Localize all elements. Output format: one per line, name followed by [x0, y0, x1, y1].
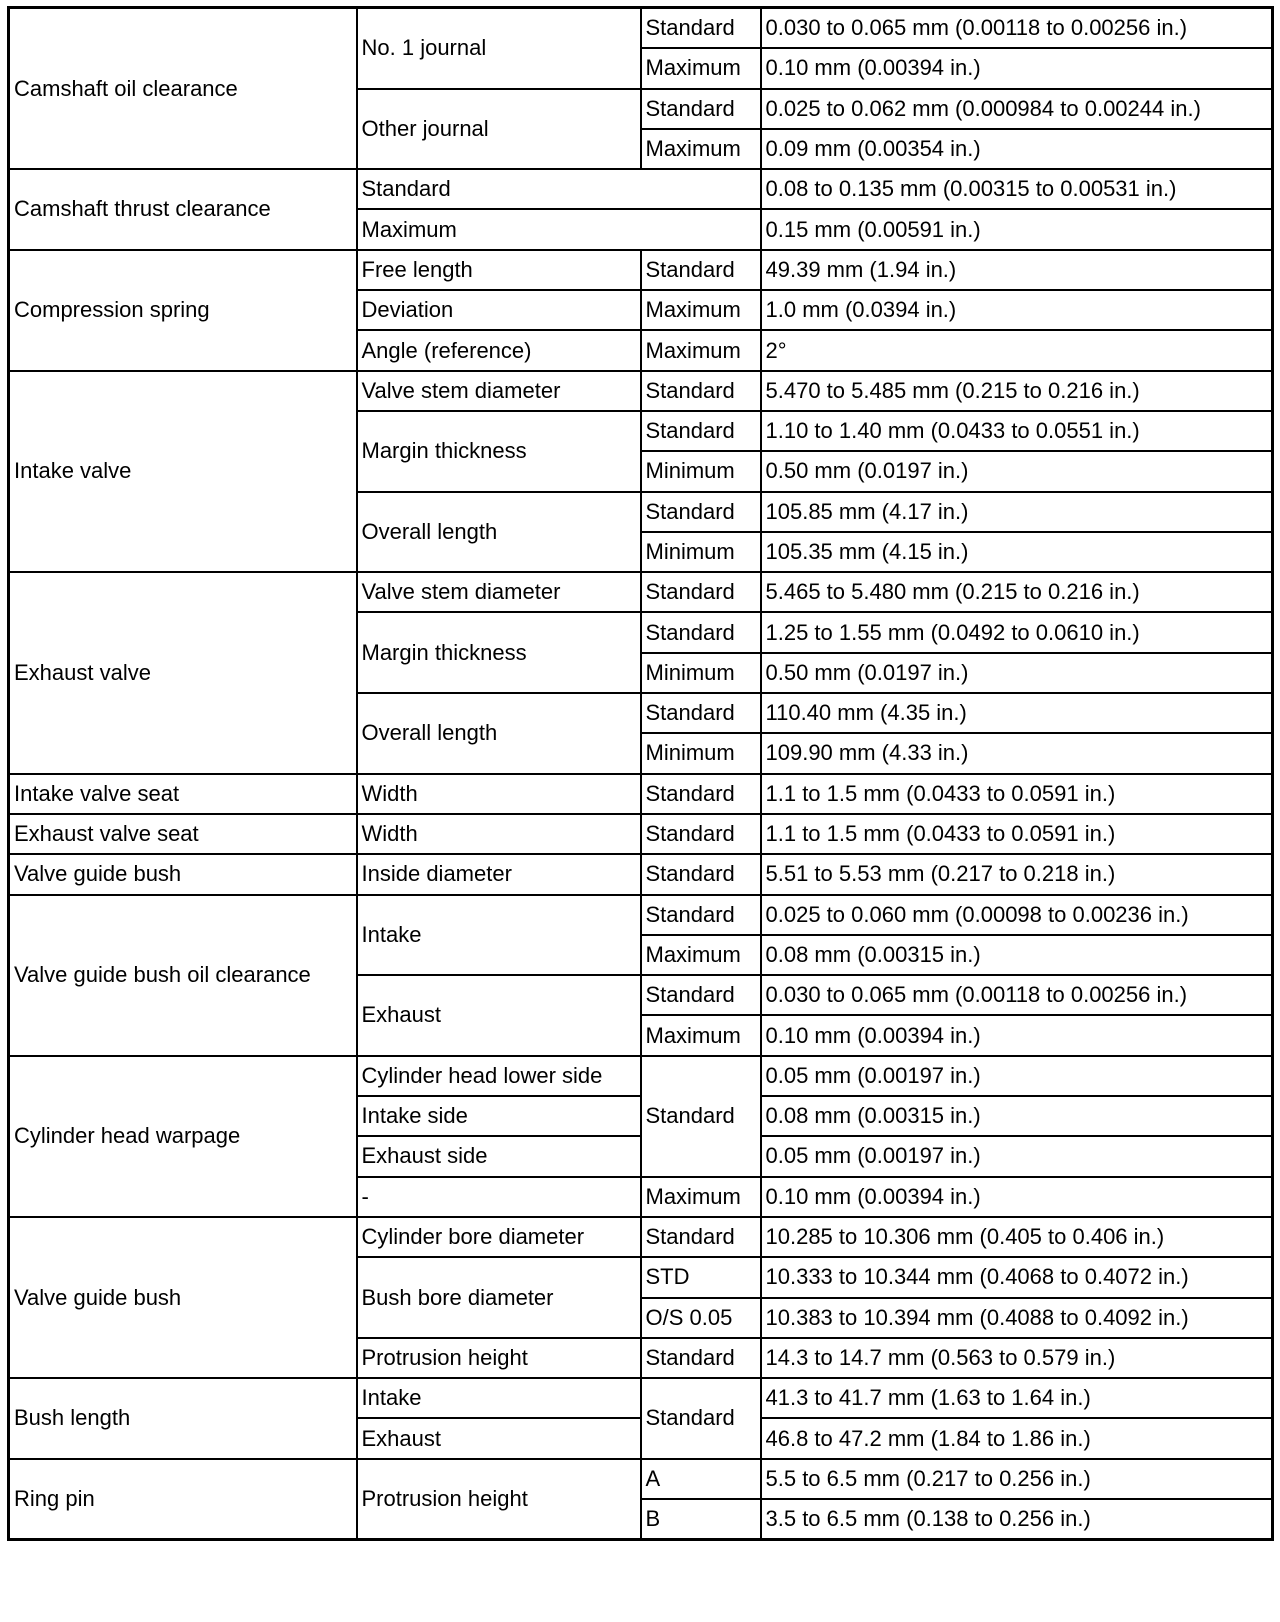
value-cell: 0.50 mm (0.0197 in.): [761, 451, 1273, 491]
value-cell: 0.15 mm (0.00591 in.): [761, 209, 1273, 249]
value-cell: 10.333 to 10.344 mm (0.4068 to 0.4072 in.): [761, 1257, 1273, 1297]
condition-cell: Standard: [641, 1217, 761, 1257]
condition-cell: Maximum: [641, 48, 761, 88]
condition-cell: O/S 0.05: [641, 1298, 761, 1338]
value-cell: 1.25 to 1.55 mm (0.0492 to 0.0610 in.): [761, 612, 1273, 652]
condition-cell: Standard: [641, 693, 761, 733]
condition-cell: B: [641, 1499, 761, 1540]
condition-cell: Maximum: [641, 129, 761, 169]
value-cell: 0.025 to 0.062 mm (0.000984 to 0.00244 in.): [761, 89, 1273, 129]
item-cell: Intake valve: [9, 371, 357, 572]
value-cell: 0.50 mm (0.0197 in.): [761, 653, 1273, 693]
condition-cell: Standard: [641, 1056, 761, 1177]
value-cell: 41.3 to 41.7 mm (1.63 to 1.64 in.): [761, 1378, 1273, 1418]
subitem-cell: Deviation: [357, 290, 641, 330]
value-cell: 5.465 to 5.480 mm (0.215 to 0.216 in.): [761, 572, 1273, 612]
value-cell: 0.05 mm (0.00197 in.): [761, 1136, 1273, 1176]
condition-cell: Standard: [641, 492, 761, 532]
subitem-cell: Valve stem diameter: [357, 572, 641, 612]
condition-cell: Maximum: [641, 290, 761, 330]
item-cell: Bush length: [9, 1378, 357, 1459]
item-cell: Exhaust valve: [9, 572, 357, 773]
value-cell: 1.1 to 1.5 mm (0.0433 to 0.0591 in.): [761, 814, 1273, 854]
value-cell: 1.1 to 1.5 mm (0.0433 to 0.0591 in.): [761, 774, 1273, 814]
condition-cell: Standard: [641, 975, 761, 1015]
condition-cell: Minimum: [641, 451, 761, 491]
spec-table: [7, 6, 1274, 1541]
condition-cell: Maximum: [641, 935, 761, 975]
subitem-cell: Margin thickness: [357, 612, 641, 693]
subitem-cell: Standard: [357, 169, 761, 209]
value-cell: 1.0 mm (0.0394 in.): [761, 290, 1273, 330]
condition-cell: Standard: [641, 854, 761, 894]
subitem-cell: Free length: [357, 250, 641, 290]
value-cell: 0.10 mm (0.00394 in.): [761, 1177, 1273, 1217]
value-cell: 46.8 to 47.2 mm (1.84 to 1.86 in.): [761, 1418, 1273, 1458]
condition-cell: Standard: [641, 572, 761, 612]
condition-cell: Standard: [641, 250, 761, 290]
item-cell: Ring pin: [9, 1459, 357, 1540]
value-cell: 2°: [761, 330, 1273, 370]
value-cell: 3.5 to 6.5 mm (0.138 to 0.256 in.): [761, 1499, 1273, 1540]
value-cell: 5.51 to 5.53 mm (0.217 to 0.218 in.): [761, 854, 1273, 894]
value-cell: 105.35 mm (4.15 in.): [761, 532, 1273, 572]
value-cell: 10.285 to 10.306 mm (0.405 to 0.406 in.): [761, 1217, 1273, 1257]
subitem-cell: Protrusion height: [357, 1338, 641, 1378]
condition-cell: Standard: [641, 1378, 761, 1459]
subitem-cell: -: [357, 1177, 641, 1217]
subitem-cell: Exhaust: [357, 1418, 641, 1458]
value-cell: 14.3 to 14.7 mm (0.563 to 0.579 in.): [761, 1338, 1273, 1378]
value-cell: 0.030 to 0.065 mm (0.00118 to 0.00256 in.): [761, 8, 1273, 49]
condition-cell: Standard: [641, 8, 761, 49]
condition-cell: A: [641, 1459, 761, 1499]
value-cell: 0.08 to 0.135 mm (0.00315 to 0.00531 in.): [761, 169, 1273, 209]
item-cell: Camshaft oil clearance: [9, 8, 357, 170]
subitem-cell: Intake: [357, 895, 641, 976]
value-cell: 0.08 mm (0.00315 in.): [761, 1096, 1273, 1136]
value-cell: 0.08 mm (0.00315 in.): [761, 935, 1273, 975]
condition-cell: Standard: [641, 895, 761, 935]
value-cell: 0.030 to 0.065 mm (0.00118 to 0.00256 in.): [761, 975, 1273, 1015]
item-cell: Valve guide bush: [9, 1217, 357, 1378]
condition-cell: Maximum: [641, 330, 761, 370]
condition-cell: Standard: [641, 89, 761, 129]
subitem-cell: Intake side: [357, 1096, 641, 1136]
condition-cell: Minimum: [641, 532, 761, 572]
item-cell: Valve guide bush oil clearance: [9, 895, 357, 1056]
subitem-cell: Angle (reference): [357, 330, 641, 370]
value-cell: 0.05 mm (0.00197 in.): [761, 1056, 1273, 1096]
item-cell: Cylinder head warpage: [9, 1056, 357, 1217]
item-cell: Exhaust valve seat: [9, 814, 357, 854]
item-cell: Intake valve seat: [9, 774, 357, 814]
subitem-cell: Width: [357, 814, 641, 854]
condition-cell: Maximum: [641, 1015, 761, 1055]
subitem-cell: No. 1 journal: [357, 8, 641, 89]
condition-cell: Standard: [641, 814, 761, 854]
value-cell: 105.85 mm (4.17 in.): [761, 492, 1273, 532]
subitem-cell: Valve stem diameter: [357, 371, 641, 411]
subitem-cell: Exhaust side: [357, 1136, 641, 1176]
value-cell: 10.383 to 10.394 mm (0.4088 to 0.4092 in.): [761, 1298, 1273, 1338]
subitem-cell: Width: [357, 774, 641, 814]
subitem-cell: Protrusion height: [357, 1459, 641, 1540]
value-cell: 1.10 to 1.40 mm (0.0433 to 0.0551 in.): [761, 411, 1273, 451]
condition-cell: Minimum: [641, 733, 761, 773]
subitem-cell: Cylinder head lower side: [357, 1056, 641, 1096]
value-cell: 49.39 mm (1.94 in.): [761, 250, 1273, 290]
condition-cell: Standard: [641, 411, 761, 451]
subitem-cell: Intake: [357, 1378, 641, 1418]
subitem-cell: Other journal: [357, 89, 641, 170]
condition-cell: STD: [641, 1257, 761, 1297]
condition-cell: Standard: [641, 774, 761, 814]
condition-cell: Standard: [641, 371, 761, 411]
condition-cell: Maximum: [641, 1177, 761, 1217]
subitem-cell: Cylinder bore diameter: [357, 1217, 641, 1257]
value-cell: 0.025 to 0.060 mm (0.00098 to 0.00236 in.): [761, 895, 1273, 935]
value-cell: 110.40 mm (4.35 in.): [761, 693, 1273, 733]
subitem-cell: Inside diameter: [357, 854, 641, 894]
condition-cell: Standard: [641, 612, 761, 652]
subitem-cell: Overall length: [357, 693, 641, 774]
value-cell: 0.10 mm (0.00394 in.): [761, 1015, 1273, 1055]
condition-cell: Minimum: [641, 653, 761, 693]
subitem-cell: Bush bore diameter: [357, 1257, 641, 1338]
item-cell: Camshaft thrust clearance: [9, 169, 357, 250]
item-cell: Compression spring: [9, 250, 357, 371]
subitem-cell: Exhaust: [357, 975, 641, 1056]
subitem-cell: Maximum: [357, 209, 761, 249]
value-cell: 5.5 to 6.5 mm (0.217 to 0.256 in.): [761, 1459, 1273, 1499]
subitem-cell: Margin thickness: [357, 411, 641, 492]
subitem-cell: Overall length: [357, 492, 641, 573]
item-cell: Valve guide bush: [9, 854, 357, 894]
condition-cell: Standard: [641, 1338, 761, 1378]
value-cell: 0.09 mm (0.00354 in.): [761, 129, 1273, 169]
value-cell: 0.10 mm (0.00394 in.): [761, 48, 1273, 88]
value-cell: 109.90 mm (4.33 in.): [761, 733, 1273, 773]
value-cell: 5.470 to 5.485 mm (0.215 to 0.216 in.): [761, 371, 1273, 411]
